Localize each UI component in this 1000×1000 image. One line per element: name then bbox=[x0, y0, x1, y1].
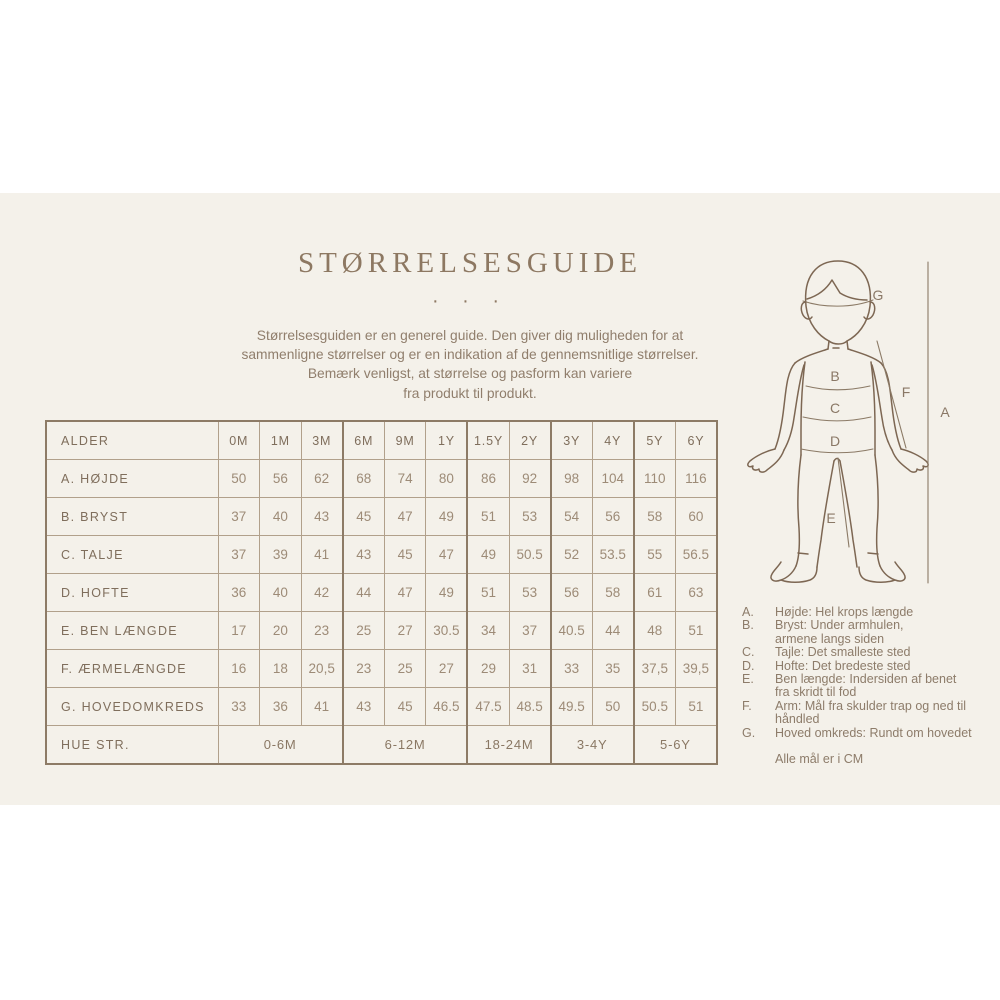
value-cell: 31 bbox=[509, 650, 551, 688]
row-label: C. TALJE bbox=[46, 536, 218, 574]
child-measurement-figure bbox=[733, 243, 968, 603]
value-cell: 16 bbox=[218, 650, 260, 688]
table-row bbox=[46, 612, 717, 650]
figure-label-g: G bbox=[872, 287, 884, 303]
value-cell: 23 bbox=[343, 650, 385, 688]
legend-text bbox=[775, 646, 910, 659]
value-cell: 40.5 bbox=[551, 612, 593, 650]
row-label: F. ÆRMELÆNGDE bbox=[46, 650, 218, 688]
header-size-cell: 2Y bbox=[509, 421, 551, 460]
value-cell: 44 bbox=[343, 574, 385, 612]
value-cell: 56 bbox=[551, 574, 593, 612]
header-size-cell: 0M bbox=[218, 421, 260, 460]
size-table bbox=[45, 420, 718, 765]
value-cell: 40 bbox=[260, 574, 302, 612]
table-row bbox=[46, 536, 717, 574]
intro-line: Størrelsesguiden er en generel guide. Den giver dig muligheden for at bbox=[256, 327, 684, 343]
value-cell: 74 bbox=[384, 460, 426, 498]
row-label: B. BRYST bbox=[46, 498, 218, 536]
value-cell: 49 bbox=[467, 536, 509, 574]
value-cell: 53.5 bbox=[592, 536, 634, 574]
value-cell: 68 bbox=[343, 460, 385, 498]
figure-hair bbox=[807, 280, 867, 300]
legend-item bbox=[742, 606, 970, 619]
header-size-cell: 3M bbox=[301, 421, 343, 460]
value-cell: 110 bbox=[634, 460, 676, 498]
value-cell: 41 bbox=[301, 536, 343, 574]
value-cell: 37,5 bbox=[634, 650, 676, 688]
legend-line: Hofte: Det bredeste sted bbox=[775, 658, 911, 673]
value-cell: 29 bbox=[467, 650, 509, 688]
value-cell: 53 bbox=[509, 574, 551, 612]
hat-size-cell: 6-12M bbox=[343, 726, 468, 765]
value-cell: 50.5 bbox=[509, 536, 551, 574]
value-cell: 52 bbox=[551, 536, 593, 574]
value-cell: 58 bbox=[592, 574, 634, 612]
header-size-cell: 9M bbox=[384, 421, 426, 460]
value-cell: 48 bbox=[634, 612, 676, 650]
legend-item bbox=[742, 660, 970, 673]
legend-letter: E. bbox=[742, 672, 754, 687]
legend-item bbox=[742, 700, 970, 727]
value-cell: 17 bbox=[218, 612, 260, 650]
legend-text bbox=[775, 700, 966, 727]
figure-label-c: C bbox=[829, 400, 841, 416]
intro-text bbox=[220, 326, 720, 403]
value-cell: 51 bbox=[675, 612, 717, 650]
legend-line: fra skridt til fod bbox=[775, 685, 857, 700]
value-cell: 36 bbox=[218, 574, 260, 612]
waist-line bbox=[803, 417, 871, 421]
value-cell: 47 bbox=[384, 574, 426, 612]
value-cell: 44 bbox=[592, 612, 634, 650]
figure-hand-right bbox=[892, 449, 928, 472]
value-cell: 46.5 bbox=[426, 688, 468, 726]
value-cell: 43 bbox=[343, 688, 385, 726]
value-cell: 18 bbox=[260, 650, 302, 688]
table-row bbox=[46, 460, 717, 498]
value-cell: 80 bbox=[426, 460, 468, 498]
value-cell: 37 bbox=[218, 536, 260, 574]
intro-line: Bemærk venligst, at størrelse og pasform kan variere bbox=[307, 366, 633, 382]
legend-line: Bryst: Under armhulen, bbox=[775, 618, 904, 633]
value-cell: 104 bbox=[592, 460, 634, 498]
value-cell: 62 bbox=[301, 460, 343, 498]
table-row bbox=[46, 650, 717, 688]
legend-line: Hoved omkreds: Rundt om hovedet bbox=[775, 725, 972, 740]
figure-label-d: D bbox=[829, 433, 841, 449]
measurement-legend bbox=[742, 606, 970, 766]
value-cell: 63 bbox=[675, 574, 717, 612]
header-size-cell: 1M bbox=[260, 421, 302, 460]
figure-hand-left bbox=[748, 449, 784, 472]
header-size-cell: 6M bbox=[343, 421, 385, 460]
value-cell: 60 bbox=[675, 498, 717, 536]
value-cell: 20,5 bbox=[301, 650, 343, 688]
value-cell: 36 bbox=[260, 688, 302, 726]
value-cell: 51 bbox=[467, 574, 509, 612]
value-cell: 55 bbox=[634, 536, 676, 574]
legend-line: Arm: Mål fra skulder trap og ned til bbox=[775, 698, 967, 713]
legend-line: håndled bbox=[775, 712, 820, 727]
legend-letter: F. bbox=[742, 698, 752, 713]
value-cell: 40 bbox=[260, 498, 302, 536]
intro-line: sammenligne størrelser og er en indikation af de gennemsnitlige størrelser. bbox=[241, 347, 699, 363]
legend-items bbox=[742, 606, 970, 740]
row-label: E. BEN LÆNGDE bbox=[46, 612, 218, 650]
value-cell: 37 bbox=[218, 498, 260, 536]
value-cell: 23 bbox=[301, 612, 343, 650]
value-cell: 43 bbox=[301, 498, 343, 536]
value-cell: 56 bbox=[592, 498, 634, 536]
hat-size-cell: 5-6Y bbox=[634, 726, 717, 765]
figure-crotch bbox=[834, 459, 840, 462]
figure-foot-right bbox=[859, 562, 905, 582]
hat-size-cell: 3-4Y bbox=[551, 726, 634, 765]
value-cell: 98 bbox=[551, 460, 593, 498]
value-cell: 42 bbox=[301, 574, 343, 612]
value-cell: 33 bbox=[551, 650, 593, 688]
header-size-cell: 3Y bbox=[551, 421, 593, 460]
intro-line: fra produkt til produkt. bbox=[403, 385, 537, 401]
value-cell: 34 bbox=[467, 612, 509, 650]
value-cell: 47 bbox=[426, 536, 468, 574]
figure-leg-right bbox=[840, 455, 880, 567]
legend-line: Ben længde: Indersiden af benet bbox=[775, 672, 957, 687]
figure-head bbox=[806, 261, 871, 344]
value-cell: 116 bbox=[675, 460, 717, 498]
value-cell: 54 bbox=[551, 498, 593, 536]
table-row bbox=[46, 574, 717, 612]
row-label: G. HOVEDOMKREDS bbox=[46, 688, 218, 726]
units-note: Alle mål er i CM bbox=[775, 752, 864, 767]
value-cell: 20 bbox=[260, 612, 302, 650]
legend-letter: C. bbox=[742, 645, 755, 660]
value-cell: 48.5 bbox=[509, 688, 551, 726]
value-cell: 41 bbox=[301, 688, 343, 726]
value-cell: 50 bbox=[218, 460, 260, 498]
title-divider-dots: · · · bbox=[431, 289, 509, 312]
value-cell: 45 bbox=[384, 688, 426, 726]
value-cell: 45 bbox=[384, 536, 426, 574]
value-cell: 37 bbox=[509, 612, 551, 650]
value-cell: 33 bbox=[218, 688, 260, 726]
legend-text bbox=[775, 660, 911, 673]
value-cell: 27 bbox=[426, 650, 468, 688]
footer-label: HUE STR. bbox=[46, 726, 218, 765]
table-footer-row bbox=[46, 726, 717, 765]
figure-foot-left bbox=[771, 562, 817, 582]
legend-letter: B. bbox=[742, 618, 754, 633]
hat-size-cell: 18-24M bbox=[467, 726, 550, 765]
legend-text bbox=[775, 619, 904, 646]
row-label: D. HOFTE bbox=[46, 574, 218, 612]
value-cell: 61 bbox=[634, 574, 676, 612]
legend-text bbox=[775, 673, 956, 700]
value-cell: 39 bbox=[260, 536, 302, 574]
value-cell: 49 bbox=[426, 574, 468, 612]
value-cell: 51 bbox=[675, 688, 717, 726]
header-age-label: ALDER bbox=[46, 421, 218, 460]
figure-arm-left bbox=[775, 363, 804, 450]
value-cell: 58 bbox=[634, 498, 676, 536]
figure-label-b: B bbox=[830, 368, 840, 384]
value-cell: 49.5 bbox=[551, 688, 593, 726]
value-cell: 92 bbox=[509, 460, 551, 498]
figure-shoulders bbox=[795, 349, 881, 363]
value-cell: 51 bbox=[467, 498, 509, 536]
page-title: STØRRELSESGUIDE bbox=[297, 247, 643, 279]
value-cell: 56.5 bbox=[675, 536, 717, 574]
hip-line bbox=[801, 449, 873, 453]
value-cell: 50 bbox=[592, 688, 634, 726]
value-cell: 49 bbox=[426, 498, 468, 536]
legend-line: Tajle: Det smalleste sted bbox=[775, 645, 911, 660]
value-cell: 53 bbox=[509, 498, 551, 536]
figure-label-e: E bbox=[826, 510, 836, 526]
header-size-cell: 1Y bbox=[426, 421, 468, 460]
value-cell: 30.5 bbox=[426, 612, 468, 650]
value-cell: 47.5 bbox=[467, 688, 509, 726]
value-cell: 43 bbox=[343, 536, 385, 574]
legend-item bbox=[742, 619, 970, 646]
header-size-cell: 4Y bbox=[592, 421, 634, 460]
value-cell: 86 bbox=[467, 460, 509, 498]
table-row bbox=[46, 498, 717, 536]
legend-text bbox=[775, 727, 972, 740]
header-block bbox=[220, 248, 720, 403]
table-row bbox=[46, 688, 717, 726]
legend-item bbox=[742, 727, 970, 740]
value-cell: 50.5 bbox=[634, 688, 676, 726]
legend-letter: A. bbox=[742, 605, 754, 619]
row-label: A. HØJDE bbox=[46, 460, 218, 498]
figure-label-f: F bbox=[901, 384, 911, 400]
legend-letter: D. bbox=[742, 658, 755, 673]
value-cell: 56 bbox=[260, 460, 302, 498]
legend-text bbox=[775, 606, 913, 619]
legend-item bbox=[742, 646, 970, 659]
head-circumference-line bbox=[803, 300, 873, 306]
legend-line: armene langs siden bbox=[775, 631, 885, 646]
value-cell: 35 bbox=[592, 650, 634, 688]
value-cell: 39,5 bbox=[675, 650, 717, 688]
value-cell: 47 bbox=[384, 498, 426, 536]
value-cell: 45 bbox=[343, 498, 385, 536]
header-size-cell: 5Y bbox=[634, 421, 676, 460]
table-header-row bbox=[46, 421, 717, 460]
legend-line: Højde: Hel krops længde bbox=[775, 605, 914, 619]
header-size-cell: 1.5Y bbox=[467, 421, 509, 460]
chest-line bbox=[806, 386, 870, 390]
value-cell: 25 bbox=[343, 612, 385, 650]
hat-size-cell: 0-6M bbox=[218, 726, 343, 765]
legend-item bbox=[742, 673, 970, 700]
value-cell: 27 bbox=[384, 612, 426, 650]
header-size-cell: 6Y bbox=[675, 421, 717, 460]
figure-label-a: A bbox=[940, 404, 950, 420]
legend-letter: G. bbox=[742, 725, 756, 740]
value-cell: 25 bbox=[384, 650, 426, 688]
